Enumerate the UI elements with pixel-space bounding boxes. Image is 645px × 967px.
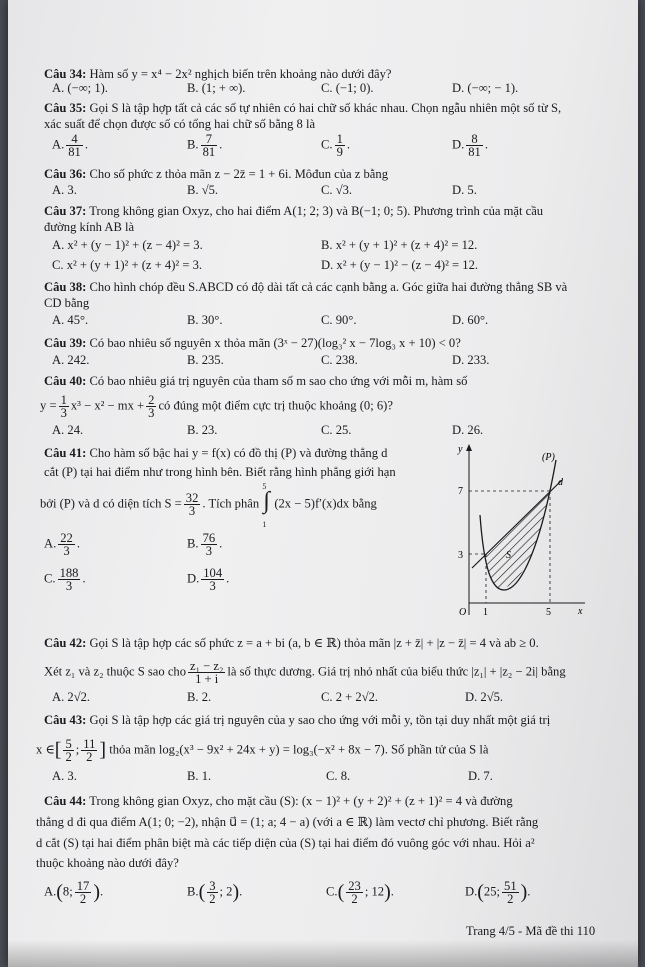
line-d-label: d (558, 477, 563, 488)
q39-option-a: A. 242. (52, 353, 90, 367)
q41-option-a: A. $\frac{22}{3}$ . (44, 531, 80, 558)
q39-option-b: B. 235. (187, 353, 224, 367)
q37-option-a: A. x² + (y − 1)² + (z − 4)² = 3. (52, 238, 203, 252)
q44-option-b: B.( $\frac{3}{2}$ ; 2). (187, 879, 243, 906)
q34-option-b: B. (1; + ∞). (187, 81, 246, 95)
question-35: Câu 35: Gọi S là tập hợp tất cả các số tự nhiên có hai chữ số khác nhau. Chọn ngẫu nhiên một số từ S, (44, 101, 562, 115)
q36-option-d: D. 5. (452, 183, 477, 197)
q36-option-c: C. √3. (321, 183, 353, 197)
question-39: Câu 39: Có bao nhiêu số nguyên x thỏa mãn (3ˣ − 27)(log₃² x − 7log₃ x + 10) < 0? (44, 336, 461, 350)
question-42: Câu 42: Gọi S là tập hợp các số phức z = a + bi (a, b ∈ ℝ) thỏa mãn |z + z̄| + |z − z̄| = 4 và ab ≥ 0. (44, 636, 539, 650)
q42-option-d: D. 2√5. (465, 690, 504, 704)
q35-option-b: B. $\frac{7}{81}$ . (187, 132, 223, 159)
q41-option-b: B. $\frac{76}{3}$ . (187, 531, 223, 558)
q42-option-c: C. 2 + 2√2. (321, 690, 379, 704)
q43-option-a: A. 3. (52, 769, 77, 783)
q42-option-b: B. 2. (187, 690, 212, 704)
q36-option-a: A. 3. (52, 183, 77, 197)
question-36: Câu 36: Cho số phức z thỏa mãn z − 2z̄ = 1 + 6i. Môđun của z bằng (44, 167, 388, 181)
x-axis-label: x (578, 606, 583, 617)
question-37-line2: đường kính AB là (44, 220, 135, 234)
question-40-formula: y = $\frac{1}{3}$ x³ − x² − mx + $\frac{2}{3}$ có đúng một điểm cực trị thuộc khoảng (0; 6)? (40, 393, 393, 420)
q37-option-c: C. x² + (y + 1)² + (z + 4)² = 3. (52, 258, 203, 272)
parabola-label: (P) (542, 452, 555, 463)
q40-option-d: D. 26. (452, 423, 484, 437)
y-axis-label: y (458, 444, 463, 455)
question-44: Câu 44: Trong không gian Oxyz, cho mặt cầu (S): (x − 1)² + (y + 2)² + (z + 1)² = 4 và đường (44, 794, 513, 808)
question-43: Câu 43: Gọi S là tập hợp các giá trị nguyên của y sao cho ứng với mỗi y, tồn tại duy nhất một giá trị (44, 713, 551, 727)
question-44-line2: thẳng d đi qua điểm A(1; 0; −2), nhận u⃗ = (1; a; 4 − a) (với a ∈ ℝ) làm vectơ chỉ phương. Biết rằng (36, 815, 539, 829)
page-bottom-shadow (8, 940, 638, 967)
q37-option-d: D. x² + (y − 1)² − (z − 4)² = 12. (321, 258, 479, 272)
q43-option-c: C. 8. (326, 769, 351, 783)
q41-graph (450, 440, 595, 620)
integral-lower-limit: 1 (262, 519, 267, 529)
y-tick-7: 7 (458, 486, 463, 497)
q35-option-c: C. $\frac{1}{9}$ . (321, 132, 351, 159)
q38-option-a: A. 45°. (52, 313, 89, 327)
q39-option-d: D. 233. (452, 353, 490, 367)
q38-option-c: C. 90°. (321, 313, 357, 327)
y-axis-arrow (466, 444, 472, 451)
origin-label: O (459, 607, 467, 618)
q40-option-b: B. 23. (187, 423, 218, 437)
integral-upper-limit: 5 (262, 481, 267, 491)
page-footer: Trang 4/5 - Mã đề thi 110 (466, 924, 596, 938)
question-41-line2: cắt (P) tại hai điểm như trong hình bên. Biết rằng hình phẳng giới hạn (44, 465, 396, 479)
question-34: Câu 34: Hàm số y = x⁴ − 2x² nghịch biến trên khoảng nào dưới đây? (44, 67, 392, 81)
q42-option-a: A. 2√2. (52, 690, 91, 704)
q37-option-b: B. x² + (y + 1)² + (z + 4)² = 12. (321, 238, 478, 252)
q41-option-c: C. $\frac{188}{3}$ . (44, 566, 86, 593)
question-42-line2: Xét z₁ và z₂ thuộc S sao cho $\frac{\text{z₁ − z₂}}{1 + i}$ là số thực dương. Giá trị nhỏ nhất của biểu thức |z₁| + |z₂ − 2i| bằng (44, 659, 566, 686)
q44-option-d: D.(25; $\frac{51}{2}$ ). (465, 879, 531, 906)
q34-option-d: D. (−∞; − 1). (452, 81, 519, 95)
q34-option-a: A. (−∞; 1). (52, 81, 108, 95)
q34-option-c: C. (−1; 0). (321, 81, 374, 95)
q43-option-d: D. 7. (468, 769, 493, 783)
shaded-region (486, 491, 550, 588)
q39-option-c: C. 238. (321, 353, 358, 367)
question-41: Câu 41: Cho hàm số bậc hai y = f(x) có đồ thị (P) và đường thẳng d (44, 446, 388, 460)
x-tick-1: 1 (483, 607, 488, 618)
q44-option-c: C.( $\frac{23}{2}$ ; 12). (326, 879, 394, 906)
q41-option-d: D. $\frac{104}{3}$ . (187, 566, 230, 593)
q35-option-a: A. $\frac{4}{81}$ . (52, 132, 88, 159)
q35-option-d: D. $\frac{8}{81}$ . (452, 132, 488, 159)
q44-option-a: A.(8; $\frac{17}{2}$ ). (44, 879, 104, 906)
question-38-line2: CD bằng (44, 296, 90, 310)
question-44-line3: d cắt (S) tại hai điểm phân biệt mà các tiếp diện của (S) tại hai điểm đó vuông góc với nhau. Hỏi a² (36, 836, 535, 850)
q40-option-a: A. 24. (52, 423, 84, 437)
q40-option-c: C. 25. (321, 423, 352, 437)
q38-option-d: D. 60°. (452, 313, 489, 327)
q36-option-b: B. √5. (187, 183, 219, 197)
question-43-line2: x ∈[ $\frac{5}{2}$ ; $\frac{11}{2}$ ] thỏa mãn log₂(x³ − 9x² + 24x + y) = log₃(−x² + 8x − 7). Số phần tử của S là (36, 737, 489, 764)
y-tick-3: 3 (458, 550, 463, 561)
x-tick-5: 5 (546, 607, 551, 618)
integral-sign: ∫ (263, 487, 270, 514)
q38-option-b: B. 30°. (187, 313, 223, 327)
question-35-line2: xác suất để chọn được số có tổng hai chữ số bằng 8 là (44, 117, 316, 131)
region-label: S (506, 550, 511, 561)
question-38: Câu 38: Cho hình chóp đều S.ABCD có độ dài tất cả các cạnh bằng a. Góc giữa hai đường thẳng SB và (44, 280, 568, 294)
q43-option-b: B. 1. (187, 769, 212, 783)
question-41-line3: bởi (P) và d có diện tích S = $\frac{32}{3}$ . Tích phân 5 ∫ 1 (2x − 5)f′(x)dx bằng (40, 492, 377, 517)
question-37: Câu 37: Trong không gian Oxyz, cho hai điểm A(1; 2; 3) và B(−1; 0; 5). Phương trình của mặt cầu (44, 204, 544, 218)
question-44-line4: thuộc khoảng nào dưới đây? (36, 856, 179, 870)
question-40: Câu 40: Có bao nhiêu giá trị nguyên của tham số m sao cho ứng với mỗi m, hàm số (44, 374, 468, 388)
